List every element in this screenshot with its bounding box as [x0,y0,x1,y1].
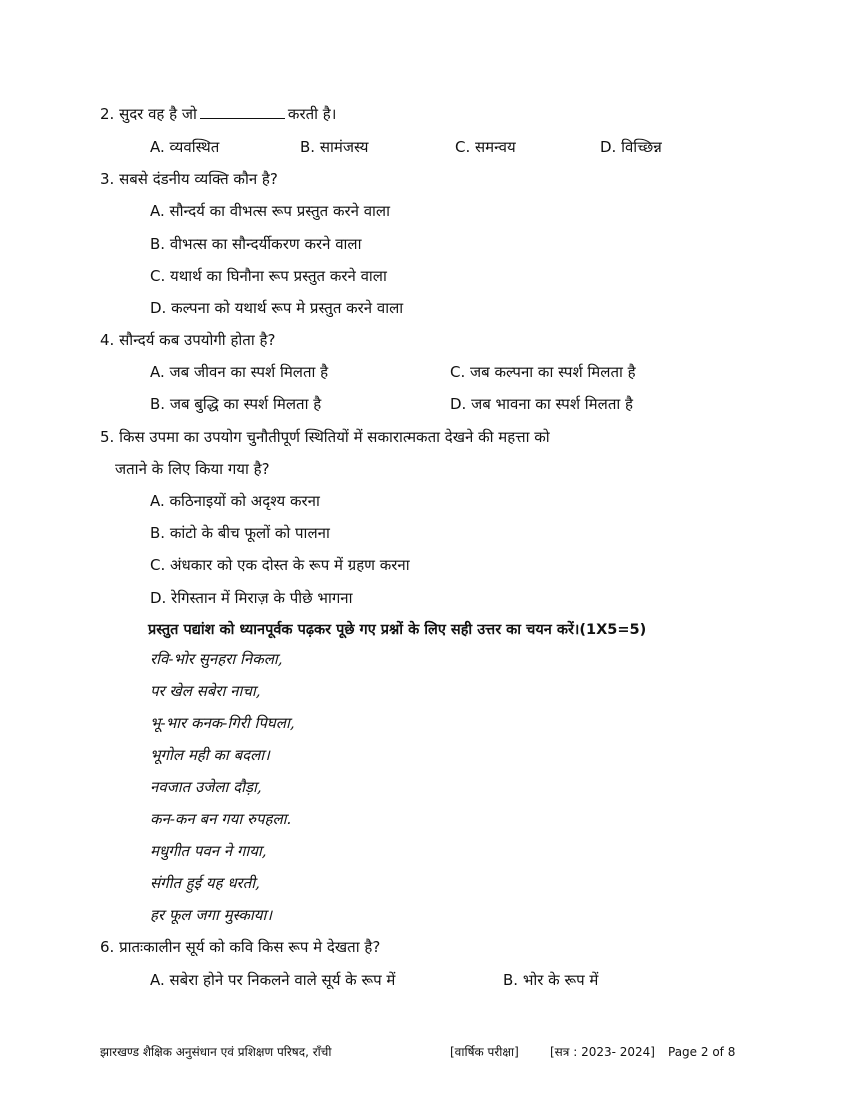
option-a: A. जब जीवन का स्पर्श मिलता है [150,363,329,381]
poem-line: कन-कन बन गया रुपहला. [150,810,292,828]
option-b: B. वीभत्स का सौन्दर्यीकरण करने वाला [150,235,362,253]
question-5-line-2: जताने के लिए किया गया है? [115,460,270,478]
answer-blank [200,104,285,119]
question-5-line-1: 5. किस उपमा का उपयोग चुनौतीपूर्ण स्थितियों में सकारात्मकता देखने की महत्ता को [100,428,550,446]
poem-line: भू-भार कनक-गिरी पिघला, [150,714,295,732]
option-c: C. अंधकार को एक दोस्त के रूप में ग्रहण करना [150,556,410,574]
option-d: D. जब भावना का स्पर्श मिलता है [450,395,633,413]
question-2 [100,104,336,124]
footer-organization: झारखण्ड शैक्षिक अनुसंधान एवं प्रशिक्षण परिषद, राँची [100,1045,332,1059]
option-a: A. सबेरा होने पर निकलने वाले सूर्य के रूप में [150,971,396,989]
option-b: B. भोर के रूप में [503,971,599,989]
poem-line: हर फूल जगा मुस्काया। [150,906,273,924]
option-b: B. कांटो के बीच फूलों को पालना [150,524,330,542]
option-b: B. सामंजस्य [300,138,369,156]
question-6: 6. प्रातःकालीन सूर्य को कवि किस रूप मे देखता है? [100,938,381,956]
option-a: A. सौन्दर्य का वीभत्स रूप प्रस्तुत करने वाला [150,202,390,220]
option-c: C. समन्वय [455,138,516,156]
option-d: D. रेगिस्तान में मिराज़ के पीछे भागना [150,589,353,607]
question-2-pre: 2. सुदर वह है जो [100,105,197,123]
option-b: B. जब बुद्धि का स्पर्श मिलता है [150,395,322,413]
option-a: A. व्यवस्थित [150,138,220,156]
option-c: C. जब कल्पना का स्पर्श मिलता है [450,363,636,381]
poem-line: पर खेल सबेरा नाचा, [150,682,261,700]
poem-line: मधुगीत पवन ने गाया, [150,842,267,860]
option-d: D. विच्छिन्न [600,138,662,156]
poem-line: नवजात उजेला दौड़ा, [150,778,262,796]
footer-session: [सत्र : 2023- 2024] [550,1045,655,1059]
option-d: D. कल्पना को यथार्थ रूप मे प्रस्तुत करने वाला [150,299,404,317]
option-a: A. कठिनाइयों को अदृश्य करना [150,492,320,510]
question-4: 4. सौन्दर्य कब उपयोगी होता है? [100,331,276,349]
question-2-post: करती है। [287,105,337,123]
passage-instruction: प्रस्तुत पद्यांश को ध्यानपूर्वक पढ़कर पूछे गए प्रश्नों के लिए सही उत्तर का चयन करें।(1X5=5) [148,622,647,638]
poem-line: संगीत हुई यह धरती, [150,874,260,892]
question-3: 3. सबसे दंडनीय व्यक्ति कौन है? [100,170,278,188]
poem-line: रवि-भोर सुनहरा निकला, [150,650,283,668]
option-c: C. यथार्थ का घिनौना रूप प्रस्तुत करने वाला [150,267,387,285]
footer-exam: [वार्षिक परीक्षा] [450,1045,519,1059]
page-number: Page 2 of 8 [668,1045,736,1059]
poem-line: भूगोल मही का बदला। [150,746,270,764]
